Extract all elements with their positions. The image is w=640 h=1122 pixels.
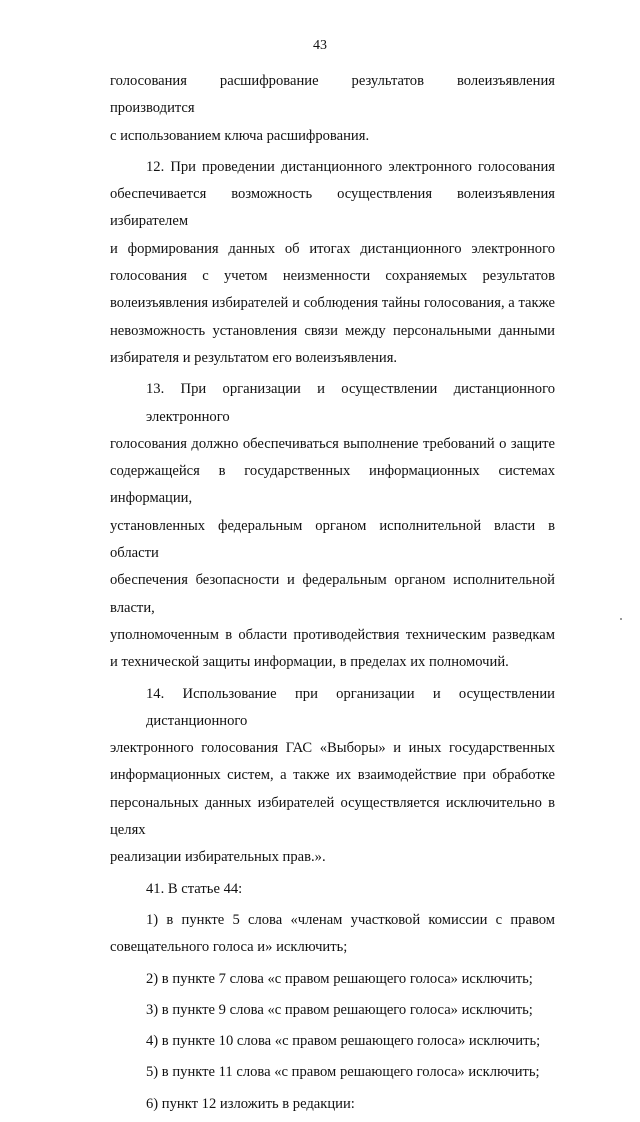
text-line: 41. В статье 44:: [146, 880, 243, 897]
text-line: голосования должно обеспечиваться выполнение требований о защите: [110, 435, 555, 452]
text-line: голосования с учетом неизменности сохраняемых результатов: [110, 268, 555, 285]
list-item-6: [110, 1091, 555, 1118]
list-item-5: [110, 1059, 555, 1086]
text-line: 5) в пункте 11 слова «с правом решающего голоса» исключить;: [146, 1064, 540, 1081]
list-item-2: [110, 966, 555, 993]
text-line: 1) в пункте 5 слова «членам участковой комиссии с правом: [146, 911, 555, 928]
text-line: содержащейся в государственных информационных системах информации,: [110, 463, 555, 507]
text-line: 3) в пункте 9 слова «с правом решающего голоса» исключить;: [146, 1001, 533, 1018]
text-line: с использованием ключа расшифрования.: [110, 127, 370, 144]
text-line: волеизъявления избирателей и соблюдения тайны голосования, а также: [110, 295, 555, 312]
text-line: обеспечивается возможность осуществления волеизъявления избирателем: [110, 186, 555, 230]
text-line: персональных данных избирателей осуществляется исключительно в целях: [110, 794, 555, 839]
text-line: 2) в пункте 7 слова «с правом решающего голоса» исключить;: [146, 970, 533, 987]
text-line: 14. Использование при организации и осуществлении дистанционного: [146, 685, 555, 729]
text-line: совещательного голоса и» исключить;: [110, 939, 348, 956]
paragraph-continuation: [110, 68, 555, 150]
text-line: невозможность установления связи между персональными данными: [110, 322, 555, 339]
document-body: [110, 68, 555, 1122]
paragraph-article-41: [110, 876, 555, 903]
text-line: реализации избирательных прав.».: [110, 849, 326, 866]
scan-speck: [620, 618, 622, 620]
list-item-4: [110, 1028, 555, 1055]
paragraph-item-13: [110, 376, 555, 676]
paragraph-item-14: [110, 681, 555, 872]
text-line: обеспечения безопасности и федеральным органом исполнительной власти,: [110, 572, 555, 616]
list-item-3: [110, 997, 555, 1024]
text-line: информационных систем, а также их взаимодействие при обработке: [110, 767, 555, 784]
text-line: 6) пункт 12 изложить в редакции:: [146, 1095, 355, 1112]
paragraph-item-12: [110, 154, 555, 372]
text-line: 13. При организации и осуществлении дистанционного электронного: [146, 381, 555, 425]
text-line: установленных федеральным органом исполнительной власти в области: [110, 517, 555, 562]
text-line: уполномоченным в области противодействия техническим разведкам: [110, 626, 555, 643]
text-line: 4) в пункте 10 слова «с правом решающего голоса» исключить;: [146, 1033, 541, 1050]
text-line: голосования расшифрование результатов волеизъявления производится: [110, 73, 555, 117]
text-line: и технической защиты информации, в пределах их полномочий.: [110, 654, 509, 671]
text-line: электронного голосования ГАС «Выборы» и иных государственных: [110, 740, 555, 757]
page-number: 43: [313, 38, 327, 53]
text-line: и формирования данных об итогах дистанционного электронного: [110, 240, 555, 257]
text-line: избирателя и результатом его волеизъявления.: [110, 349, 398, 366]
text-line: 12. При проведении дистанционного электронного голосования: [146, 158, 555, 175]
list-item-1: [110, 907, 555, 962]
